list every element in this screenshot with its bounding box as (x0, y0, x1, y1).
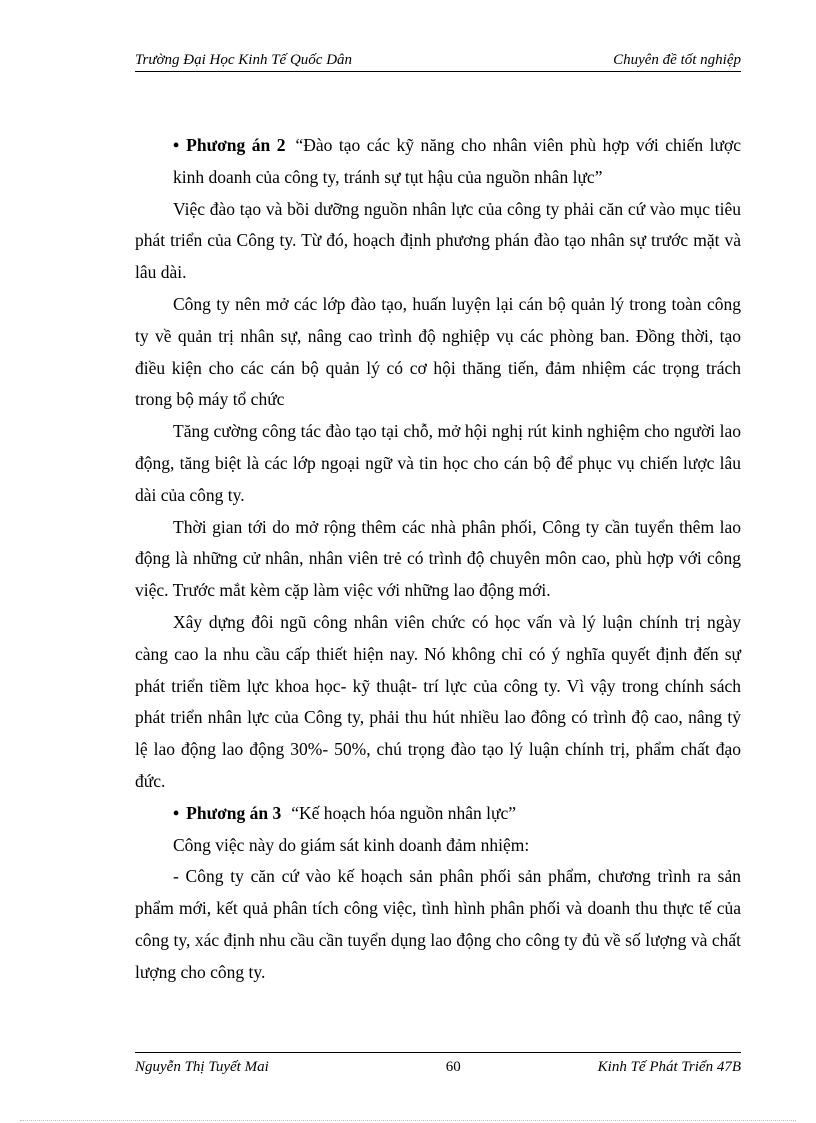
plan-2-label: Phương án 2 (186, 135, 286, 155)
paragraph: Thời gian tới do mở rộng thêm các nhà phân phối, Công ty cần tuyển thêm lao động là những cử nhân, nhân viên trẻ có trình độ chuyên môn cao, phù hợp với công việc. Trước mắt kèm cặp làm việc với những lao động mới. (135, 516, 741, 601)
plan-3-title: “Kế hoạch hóa nguồn nhân lực” (291, 802, 516, 823)
header-school: Trường Đại Học Kinh Tế Quốc Dân (135, 52, 353, 68)
plan-2-heading (135, 130, 741, 194)
paragraph: Việc đào tạo và bồi dưỡng nguồn nhân lực của công ty phải căn cứ vào mục tiêu phát triển của Công ty. Từ đó, hoạch định phương phán đào tạo nhân sự trước mặt và lâu dài. (135, 198, 741, 283)
paragraph: Công việc này do giám sát kinh doanh đảm nhiệm: (173, 834, 530, 855)
document-body (135, 130, 741, 989)
bullet-icon: • (173, 135, 180, 155)
footer-author: Nguyễn Thị Tuyết Mai (135, 1059, 269, 1075)
plan-2-title: “Đào tạo các kỹ năng cho nhân viên phù hợp với chiến lược kinh doanh của công ty, tránh sự tụt hậu của nguồn nhân lực” (173, 135, 741, 187)
header-doc-type: Chuyên đề tốt nghiệp (613, 52, 741, 68)
page-edge-divider (20, 1120, 796, 1121)
paragraph: Tăng cường công tác đào tạo tại chỗ, mở hội nghị rút kinh nghiệm cho người lao động, tăng biệt là các lớp ngoại ngữ và tin học cho cán bộ để phục vụ chiến lược lâu dài của công ty. (135, 421, 741, 505)
paragraph: Công ty nên mở các lớp đào tạo, huấn luyện lại cán bộ quản lý trong toàn công ty về quản trị nhân sự, nâng cao trình độ nghiệp vụ các phòng ban. Đồng thời, tạo điều kiện cho các cán bộ quản lý có cơ hội thăng tiến, đảm nhiệm các trọng trách trong bộ máy tổ chức (135, 293, 741, 410)
plan-3-label: Phương án 3 (186, 802, 282, 823)
footer-class: Kinh Tế Phát Triển 47B (597, 1059, 741, 1075)
plan-3-heading (135, 798, 741, 830)
page-header (135, 50, 741, 72)
bullet-icon: • (173, 802, 180, 823)
page-footer (135, 1052, 741, 1077)
paragraph: - Công ty căn cứ vào kế hoạch sản phân phối sản phẩm, chương trình ra sản phẩm mới, kết quả phân tích công việc, tình hình phân phối và doanh thu thực tế của công ty, xác định nhu cầu cần tuyển dụng lao động cho công ty đủ về số lượng và chất lượng cho công ty. (135, 866, 741, 982)
paragraph: Xây dựng đôi ngũ công nhân viên chức có học vấn và lý luận chính trị ngày càng cao la nhu cầu cấp thiết hiện nay. Nó không chỉ có ý nghĩa quyết định đến sự phát triển tiềm lực khoa học- kỹ thuật- trí lực của công ty. Vì vậy trong chính sách phát triển nhân lực của Công ty, phải thu hút nhiều lao đông có trình độ cao, nâng tỷ lệ lao động lao động 30%- 50%, chú trọng đào tạo lý luận chính trị, phẩm chất đạo đức. (135, 611, 741, 791)
page-number: 60 (445, 1059, 461, 1075)
